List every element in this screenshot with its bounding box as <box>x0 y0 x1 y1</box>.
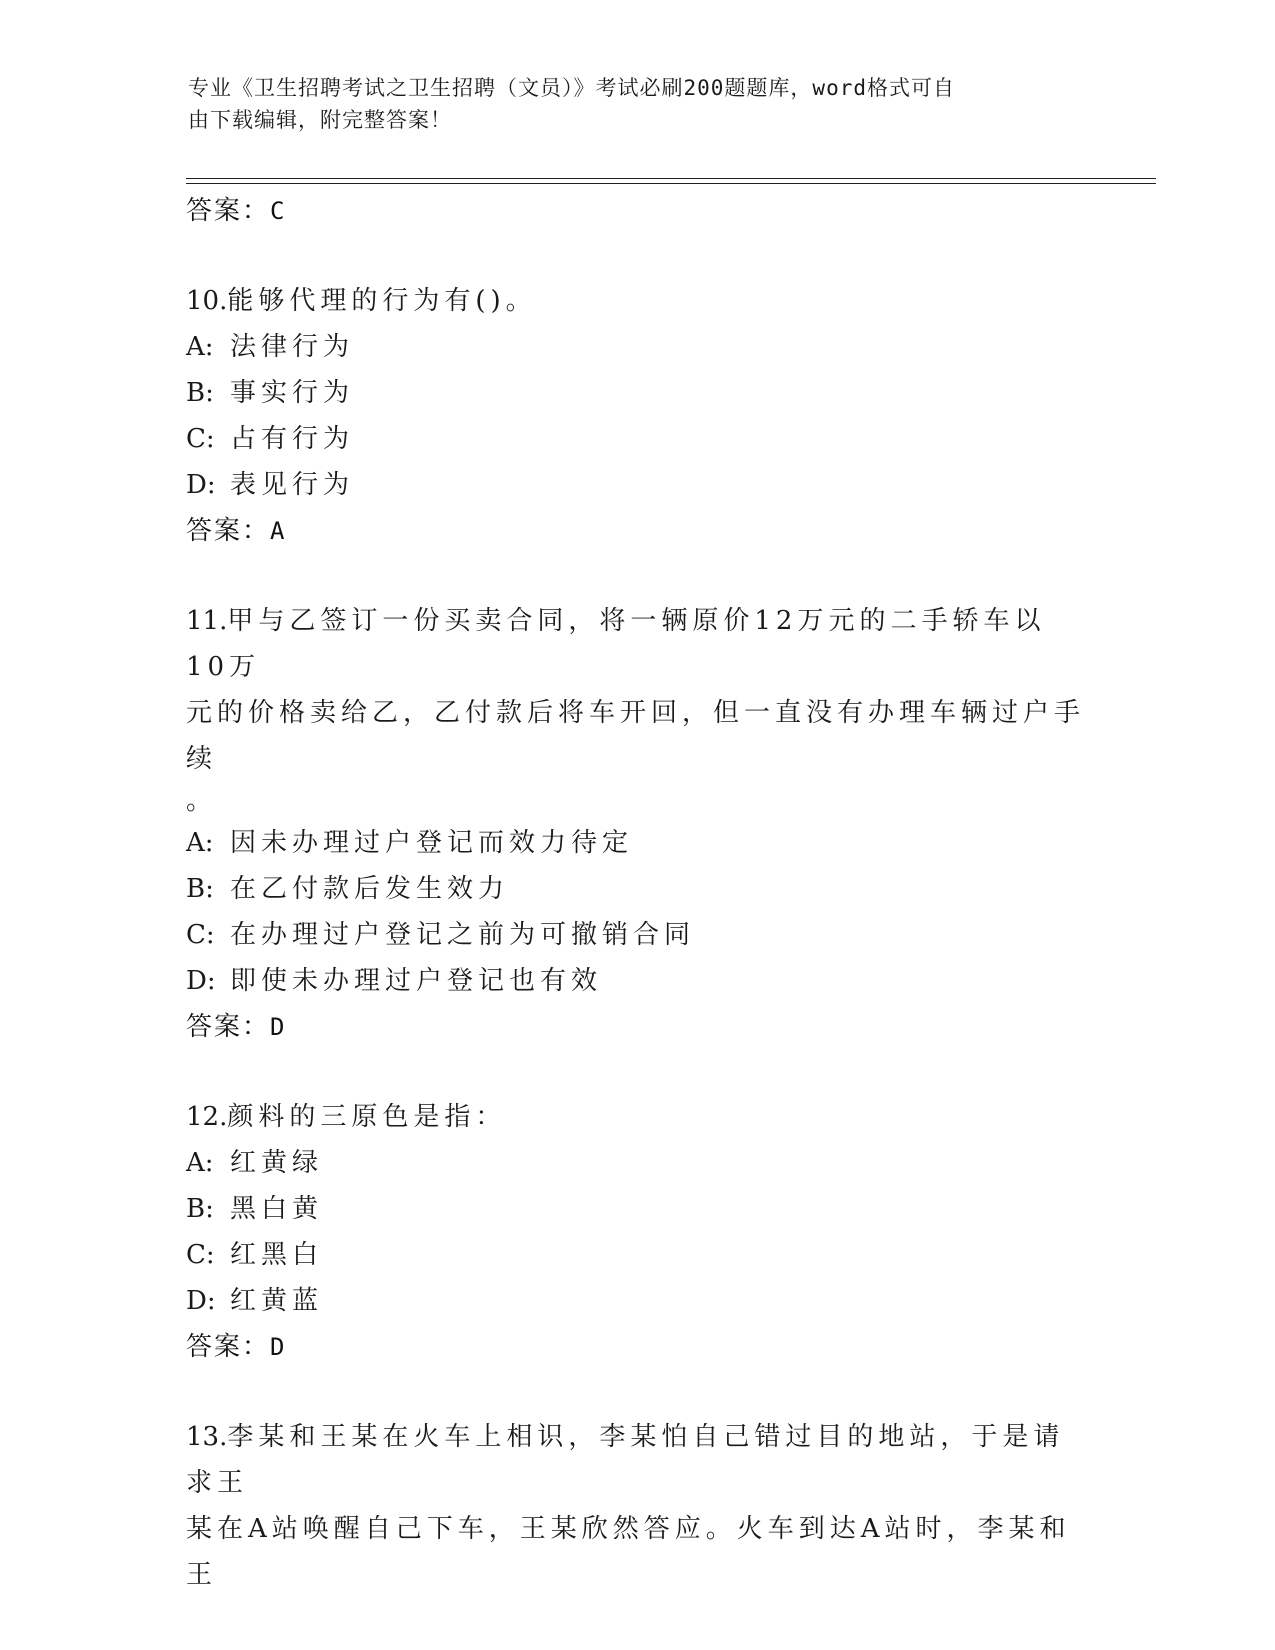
stem-line: 能够代理的行为有()。 <box>227 286 537 316</box>
option-key: B: <box>186 1194 214 1224</box>
answer-label: 答案： <box>186 196 271 226</box>
option-text: 在乙付款后发生效力 <box>230 874 510 904</box>
question-number: 11. <box>186 606 228 636</box>
option-text: 事实行为 <box>230 378 355 408</box>
answer-line <box>186 188 1086 234</box>
answer-line <box>186 508 1086 554</box>
question-number: 10. <box>186 286 228 316</box>
option-a <box>186 820 1086 866</box>
question-stem <box>186 278 1086 324</box>
option-text: 红黑白 <box>230 1240 324 1270</box>
option-text: 红黄蓝 <box>230 1286 324 1316</box>
question-number: 13. <box>186 1422 228 1452</box>
option-text: 法律行为 <box>230 332 355 362</box>
answer-value: C <box>270 197 287 225</box>
option-text: 占有行为 <box>230 424 355 454</box>
option-text: 在办理过户登记之前为可撤销合同 <box>230 920 696 950</box>
question-list <box>186 188 1086 1598</box>
header-line-2: 由下载编辑，附完整答案！ <box>188 108 452 132</box>
answer-line <box>186 1004 1086 1050</box>
question-13 <box>186 1414 1086 1598</box>
stem-line: 某在A站唤醒自己下车，王某欣然答应。火车到达A站时，李某和王 <box>186 1514 1071 1590</box>
question-12 <box>186 1094 1086 1370</box>
option-key: A: <box>186 1148 214 1178</box>
option-key: C: <box>186 424 215 454</box>
option-key: D: <box>186 470 216 500</box>
option-a <box>186 1140 1086 1186</box>
option-c <box>186 416 1086 462</box>
option-c <box>186 1232 1086 1278</box>
stem-line: 李某和王某在火车上相识，李某怕自己错过目的地站，于是请求王 <box>186 1422 1065 1498</box>
question-stem <box>186 1094 1086 1140</box>
document-header <box>188 72 1068 136</box>
answer-label: 答案： <box>186 1332 271 1362</box>
answer-value: A <box>270 517 287 545</box>
option-key: D: <box>186 1286 216 1316</box>
stem-line: 。 <box>186 786 213 816</box>
stem-line: 甲与乙签订一份买卖合同，将一辆原价12万元的二手轿车以10万 <box>186 606 1046 682</box>
option-key: A: <box>186 828 214 858</box>
header-rule-top <box>186 178 1156 179</box>
answer-label: 答案： <box>186 516 271 546</box>
question-stem <box>186 598 1086 690</box>
answer-value: D <box>270 1333 287 1361</box>
option-d <box>186 1278 1086 1324</box>
option-b <box>186 1186 1086 1232</box>
header-rule-bottom <box>186 183 1156 184</box>
answer-line <box>186 1324 1086 1370</box>
question-stem <box>186 1414 1086 1506</box>
option-key: A: <box>186 332 214 362</box>
option-key: B: <box>186 378 214 408</box>
answer-label: 答案： <box>186 1012 271 1042</box>
question-10 <box>186 278 1086 554</box>
question-number: 12. <box>186 1102 228 1132</box>
option-text: 黑白黄 <box>230 1194 324 1224</box>
option-text: 即使未办理过户登记也有效 <box>230 966 603 996</box>
option-key: D: <box>186 966 216 996</box>
option-d <box>186 462 1086 508</box>
answer-value: D <box>270 1013 287 1041</box>
header-line-1: 专业《卫生招聘考试之卫生招聘（文员）》考试必刷200题题库，word格式可自 <box>188 76 955 100</box>
option-text: 因未办理过户登记而效力待定 <box>230 828 634 858</box>
option-b <box>186 370 1086 416</box>
option-b <box>186 866 1086 912</box>
stem-line: 元的价格卖给乙，乙付款后将车开回，但一直没有办理车辆过户手续 <box>186 698 1086 774</box>
option-a <box>186 324 1086 370</box>
option-key: C: <box>186 920 215 950</box>
option-text: 红黄绿 <box>230 1148 324 1178</box>
stem-line: 颜料的三原色是指： <box>227 1102 507 1132</box>
question-11 <box>186 598 1086 1050</box>
option-key: B: <box>186 874 214 904</box>
option-c <box>186 912 1086 958</box>
option-d <box>186 958 1086 1004</box>
option-key: C: <box>186 1240 215 1270</box>
option-text: 表见行为 <box>230 470 355 500</box>
